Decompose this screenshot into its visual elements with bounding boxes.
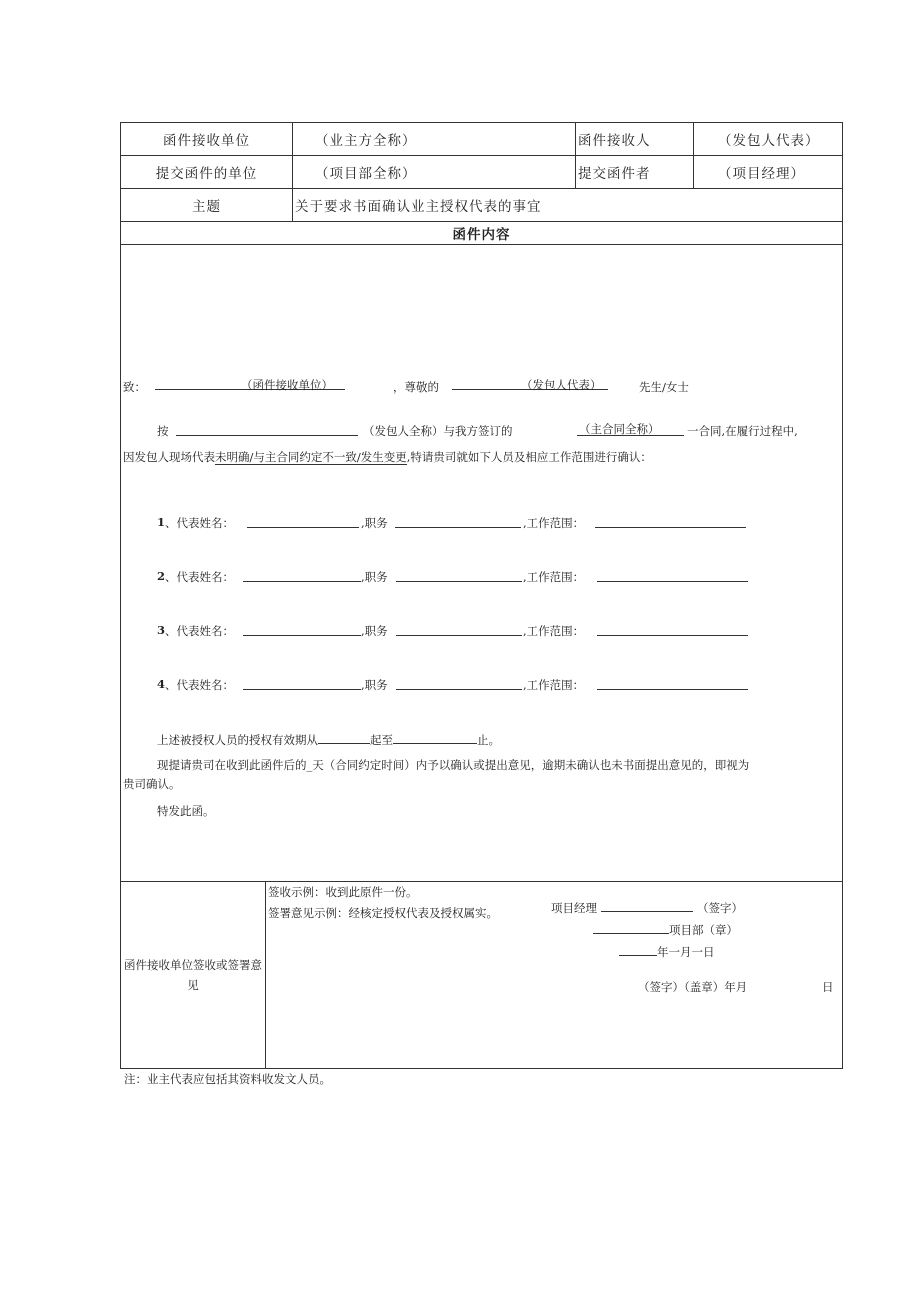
receipt-label: 函件接收单位签收或签署意见	[121, 882, 266, 1068]
para1-contract-hint: （主合同全称）	[579, 422, 660, 436]
sender-person-label: 提交函件者	[576, 156, 694, 188]
receipt-content[interactable]	[266, 882, 842, 1068]
header-row-receiver	[121, 123, 842, 156]
pm-sign: （签字）	[697, 901, 743, 915]
subject-label: 主题	[121, 189, 293, 221]
para1-line2	[123, 449, 652, 465]
sender-person-value: （项目经理）	[718, 166, 805, 182]
footnote: 注：业主代表应包括其资料收发文人员。	[124, 1072, 331, 1086]
rep-number: 1	[157, 515, 166, 529]
validity-end-blank[interactable]	[393, 731, 477, 744]
rep-name-label: 、代表姓名：	[165, 678, 234, 692]
rep-scope-label: ,工作范围：	[523, 570, 585, 584]
para1-issuer-hint: （发包人全称）与我方签订的	[363, 424, 513, 438]
dept-seal: 项目部（章）	[669, 923, 738, 937]
salutation-unit-hint: （函件接收单位）	[241, 378, 333, 392]
receiver-person-value: （发包人代表）	[718, 133, 820, 149]
sender-unit-label: 提交函件的单位	[121, 156, 293, 188]
receipt-example1: 签收示例：收到此原件一份。	[268, 885, 418, 899]
subject-value: 关于要求书面确认业主授权代表的事宜	[295, 199, 542, 215]
rep-number: 3	[157, 623, 166, 637]
rep-duty-label: ,职务	[361, 570, 388, 584]
request-line1: 现提请贵司在收到此函件后的_天（合同约定时间）内予以确认或提出意见，逾期未确认也未书面提出意见的，即视为	[157, 758, 750, 772]
salutation-suffix: 先生/女士	[639, 380, 689, 394]
receipt-sign: （签字）（盖章）年月	[638, 980, 748, 994]
rep-name-blank[interactable]	[243, 623, 361, 636]
rep-scope-label: ,工作范围：	[523, 624, 585, 638]
rep-duty-blank[interactable]	[396, 677, 522, 690]
receiver-unit-label: 函件接收单位	[121, 123, 293, 155]
rep-duty-blank[interactable]	[396, 569, 522, 582]
sender-unit-value: （项目部全称）	[293, 156, 576, 188]
salutation-respect: ，尊敬的	[393, 380, 439, 394]
receipt-example2: 签署意见示例：经核定授权代表及授权属实。	[268, 906, 498, 920]
rep-scope-blank[interactable]	[595, 515, 746, 528]
para1-line2-a: 因发包人现场代表	[123, 450, 215, 464]
validity-c: 止。	[477, 733, 500, 747]
rep-scope-blank[interactable]	[597, 677, 748, 690]
rep-name-label: 、代表姓名：	[165, 624, 234, 638]
rep-duty-label: ,职务	[361, 624, 388, 638]
rep-number: 2	[157, 569, 166, 583]
rep-name-blank[interactable]	[243, 677, 361, 690]
rep-scope-blank[interactable]	[597, 569, 748, 582]
header-row-sender	[121, 156, 842, 189]
rep-name-blank[interactable]	[243, 569, 361, 582]
receiver-unit-value: （业主方全称）	[293, 123, 576, 155]
validity-b: 起至	[370, 733, 393, 747]
rep-name-label: 、代表姓名：	[165, 516, 234, 530]
rep-name-blank[interactable]	[247, 515, 359, 528]
rep-duty-label: ,职务	[361, 516, 388, 530]
rep-duty-blank[interactable]	[395, 515, 521, 528]
issuer-blank	[176, 423, 358, 436]
rep-scope-label: ,工作范围：	[523, 516, 585, 530]
header-row-subject	[121, 189, 842, 222]
closing: 特发此函。	[157, 804, 215, 818]
rep-duty-blank[interactable]	[396, 623, 522, 636]
pm-label: 项目经理	[551, 901, 597, 915]
para1-reason: 未明确/与主合同约定不一致/发生变更	[215, 450, 407, 464]
salutation-rep-hint: （发包人代表）	[521, 378, 602, 392]
salutation-prefix: 致：	[123, 380, 146, 394]
rep-scope-label: ,工作范围：	[523, 678, 585, 692]
validity-line	[157, 731, 500, 748]
letter-form	[120, 122, 843, 1069]
content-title: 函件内容	[121, 222, 842, 245]
validity-a: 上述被授权人员的授权有效期从	[157, 733, 318, 747]
para1-line2-b: ,特请贵司就如下人员及相应工作范围进行确认：	[406, 450, 652, 464]
request-line2: 贵司确认。	[123, 777, 181, 791]
validity-start-blank[interactable]	[318, 731, 370, 744]
rep-number: 4	[157, 677, 166, 691]
receipt-day: 日	[822, 980, 834, 994]
receiver-person-label: 函件接收人	[576, 123, 694, 155]
date-text: 年一月一日	[657, 945, 715, 959]
para1-tail: 一合同,在履行过程中,	[687, 424, 798, 438]
receipt-section	[121, 882, 842, 1068]
rep-duty-label: ,职务	[361, 678, 388, 692]
rep-name-label: 、代表姓名：	[165, 570, 234, 584]
rep-scope-blank[interactable]	[597, 623, 748, 636]
para1-start: 按	[157, 424, 169, 438]
